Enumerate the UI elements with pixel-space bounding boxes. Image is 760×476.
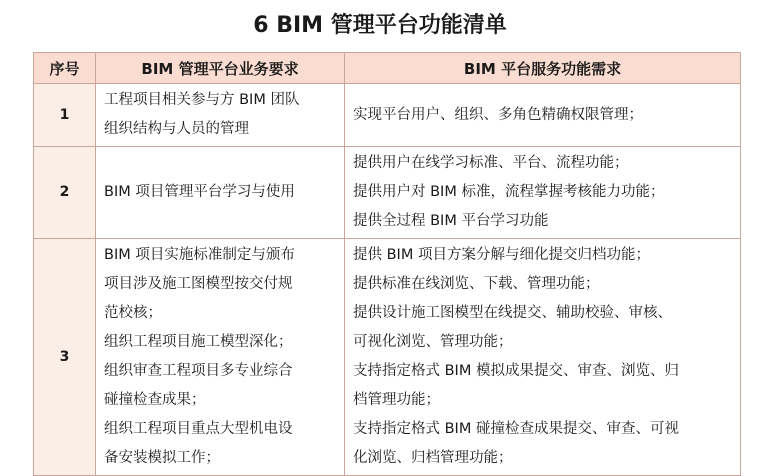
service-line: 可视化浏览、管理功能； — [353, 334, 513, 350]
row-requirements — [96, 239, 345, 476]
requirement-line: 范校核； — [104, 305, 162, 321]
service-line: 支持指定格式 BIM 模拟成果提交、审查、浏览、归 — [353, 363, 679, 379]
page-title: 6 BIM 管理平台功能清单 — [253, 13, 507, 38]
service-line: 提供 BIM 项目方案分解与细化提交归档功能； — [353, 247, 650, 263]
header-index: 序号 — [34, 53, 96, 84]
row-requirements — [96, 84, 345, 147]
row-index: 2 — [34, 147, 96, 239]
row-services — [345, 84, 741, 147]
table-row — [34, 147, 741, 239]
service-line: 提供用户对 BIM 标准，流程掌握考核能力功能； — [353, 184, 665, 200]
row-index: 1 — [34, 84, 96, 147]
row-services — [345, 147, 741, 239]
requirement-line: BIM 项目实施标准制定与颁布 — [104, 247, 295, 263]
requirement-line: 组织工程项目重点大型机电设 — [104, 421, 293, 437]
row-services — [345, 239, 741, 476]
row-requirements — [96, 147, 345, 239]
requirement-line: 组织审查工程项目多专业综合 — [104, 363, 293, 379]
table-row — [34, 84, 741, 147]
requirement-line: 组织工程项目施工模型深化； — [104, 334, 293, 350]
requirement-line: 碰撞检查成果； — [104, 392, 206, 408]
requirement-line: 组织结构与人员的管理 — [104, 121, 249, 137]
service-line: 提供用户在线学习标准、平台、流程功能； — [353, 155, 629, 171]
service-line: 提供全过程 BIM 平台学习功能 — [353, 213, 549, 229]
header-services: BIM 平台服务功能需求 — [345, 53, 741, 84]
row-index: 3 — [34, 239, 96, 476]
service-line: 实现平台用户、组织、多角色精确权限管理； — [353, 106, 643, 123]
requirement-line: BIM 项目管理平台学习与使用 — [104, 184, 295, 200]
requirement-line: 工程项目相关参与方 BIM 团队 — [104, 92, 300, 108]
table-header-row — [34, 53, 741, 84]
service-line: 支持指定格式 BIM 碰撞检查成果提交、审查、可视 — [353, 421, 679, 437]
service-line: 化浏览、归档管理功能； — [353, 450, 513, 466]
header-requirements: BIM 管理平台业务要求 — [96, 53, 345, 84]
function-list-table — [33, 52, 741, 476]
requirement-line: 备安装模拟工作； — [104, 450, 220, 466]
service-line: 档管理功能； — [353, 392, 440, 408]
service-line: 提供标准在线浏览、下载、管理功能； — [353, 276, 600, 292]
requirement-line: 项目涉及施工图模型按交付规 — [104, 276, 293, 292]
table-row — [34, 239, 741, 476]
service-line: 提供设计施工图模型在线提交、辅助校验、审核、 — [353, 305, 672, 321]
